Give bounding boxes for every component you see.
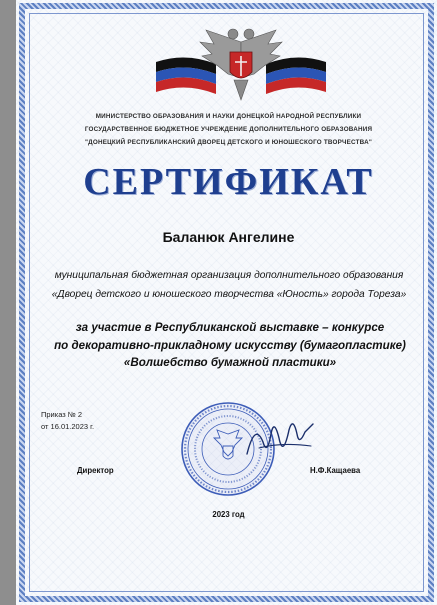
organization-line-2: «Дворец детского и юношеского творчества «Юность» города Тореза»	[51, 289, 407, 300]
recipient-name: Баланюк Ангелине	[162, 229, 295, 245]
certificate-sheet	[16, 0, 437, 605]
dpr-coat-of-arms-icon	[156, 22, 326, 112]
order-date: от 16.01.2023 г.	[41, 422, 95, 431]
organization-line-1: муниципальная бюджетная организация дополнительного образования	[54, 270, 404, 281]
reason-line-2: по декоративно-прикладному искусству (бумагопластике)	[54, 339, 406, 352]
certificate-title: СЕРТИФИКАТ	[83, 161, 374, 203]
director-label: Директор	[77, 466, 114, 475]
certificate-year: 2023 год	[212, 510, 245, 519]
director-name: Н.Ф.Кащаева	[310, 466, 361, 475]
order-number: Приказ № 2	[41, 410, 83, 419]
ministry-line-1: МИНИСТЕРСТВО ОБРАЗОВАНИЯ И НАУКИ ДОНЕЦКОЙ НАРОДНОЙ РЕСПУБЛИКИ	[95, 113, 362, 120]
reason-line-3: «Волшебство бумажной пластики»	[123, 356, 337, 369]
ministry-line-2: ГОСУДАРСТВЕННОЕ БЮДЖЕТНОЕ УЧРЕЖДЕНИЕ ДОПОЛНИТЕЛЬНОГО ОБРАЗОВАНИЯ	[84, 126, 373, 133]
reason-line-1: за участие в Республиканской выставке – конкурсе	[75, 321, 385, 334]
handwritten-signature-icon	[241, 412, 321, 472]
ministry-line-3: "ДОНЕЦКИЙ РЕСПУБЛИКАНСКИЙ ДВОРЕЦ ДЕТСКОГО И ЮНОШЕСКОГО ТВОРЧЕСТВА"	[85, 139, 372, 146]
